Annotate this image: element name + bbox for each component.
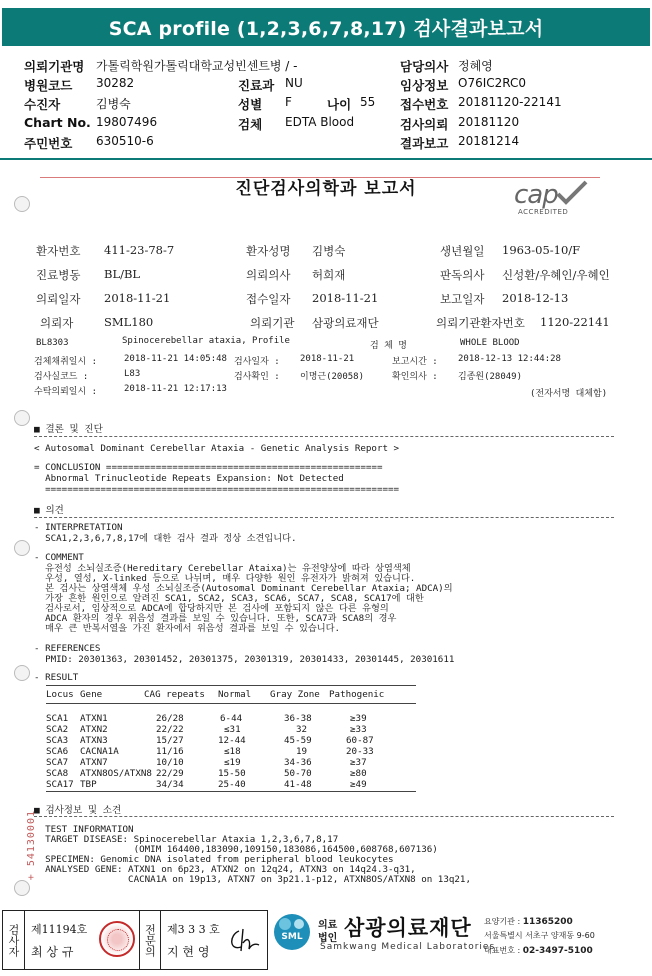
- chart-label: Chart No.: [24, 115, 91, 130]
- info-label: 판독의사: [440, 268, 485, 282]
- table-bottom-rule: [46, 791, 416, 792]
- cell-gene: ATXN1: [80, 713, 108, 724]
- conclusion-title: < Autosomal Dominant Cerebellar Ataxia - Genetic Analysis Report >: [34, 443, 400, 454]
- info-label: 생년월일: [440, 244, 485, 258]
- conclusion-end: ================================================================: [34, 484, 400, 495]
- collect-label: 검체채취일시 :: [34, 357, 98, 367]
- examiner-name: 최 상 규: [31, 945, 74, 959]
- specialist-label-text: 전문의: [143, 923, 157, 957]
- receipt-time-value: 2018-11-21 12:17:13: [124, 384, 227, 394]
- resident-value: 630510-6: [96, 134, 154, 148]
- scanned-report: [0, 160, 652, 904]
- test-info-line: SPECIMEN: Genomic DNA isolated from peripheral blood leukocytes: [34, 854, 394, 865]
- info-label: 접수일자: [246, 292, 291, 306]
- request-value: 20181120: [458, 115, 520, 129]
- report-time-label: 보고시간 :: [392, 357, 438, 367]
- info-label: 진료병동: [36, 268, 81, 282]
- report-label: 결과보고: [400, 136, 449, 151]
- logo-small-1: 의료: [318, 920, 338, 931]
- clinical-value: O76IC2RC0: [458, 76, 527, 90]
- exam-check-value: 이명근(20058): [300, 372, 365, 382]
- comment-line: 매우 큰 반복서열을 가진 환자에서 위음성 결과를 보일 수 있습니다.: [34, 623, 341, 634]
- contact-code-label: 요양기관 :: [484, 917, 521, 926]
- cell-normal: ≤31: [224, 724, 241, 735]
- info-value: 1120-22141: [540, 315, 610, 329]
- divider: [34, 436, 614, 437]
- references-text: PMID: 20301363, 20301452, 20301375, 20301319, 20301433, 20301445, 20301611: [34, 654, 455, 665]
- info-value: 2018-12-13: [502, 291, 569, 305]
- sml-logo-icon: [272, 912, 312, 952]
- cell-pathogenic: ≥33: [350, 724, 367, 735]
- specimen-label: 검 체 명: [370, 341, 407, 351]
- contact-address: 서울특별시 서초구 양재동 9-60: [484, 931, 595, 940]
- cap-logo-word: cap: [514, 180, 558, 210]
- test-name: Spinocerebellar ataxia, Profile: [122, 336, 290, 346]
- cell-gray: 41-48: [284, 779, 312, 790]
- cell-normal: ≤19: [224, 757, 241, 768]
- exam-date-value: 2018-11-21: [300, 354, 355, 364]
- binder-hole: [14, 410, 30, 426]
- confirm-value: 김종원(28049): [458, 372, 523, 382]
- sex-value: F: [285, 95, 292, 109]
- column-header: Pathogenic: [329, 689, 385, 700]
- sml-logo-text: SML: [281, 932, 303, 942]
- sex-label: 성별: [238, 97, 263, 112]
- divider: [34, 816, 614, 817]
- binder-hole: [14, 880, 30, 896]
- comment-line: ADCA 환자의 경우 위음성 결과를 보일 수 있습니다. 또한, SCA7과 SCA8의 경우: [34, 613, 397, 624]
- esign-note: (전자서명 대체함): [530, 389, 608, 399]
- cell-gray: 36-38: [284, 713, 312, 724]
- logo-name: 삼광의료재단: [344, 916, 472, 940]
- cell-gene: CACNA1A: [80, 746, 119, 757]
- footer: [0, 908, 652, 976]
- report-time-value: 2018-12-13 12:44:28: [458, 354, 561, 364]
- cell-pathogenic: ≥37: [350, 757, 367, 768]
- side-serial-number: + 54130001: [26, 810, 37, 881]
- table-top-rule: [46, 685, 416, 686]
- cell-cag: 22/29: [156, 768, 184, 779]
- cell-gray: 50-70: [284, 768, 312, 779]
- test-info-line: TEST INFORMATION: [34, 824, 134, 835]
- interpretation-label: - INTERPRETATION: [34, 522, 123, 533]
- cell-locus: SCA2: [46, 724, 69, 735]
- cell-gray: 45-59: [284, 735, 312, 746]
- contact-code: [484, 916, 573, 927]
- comment-line: 가장 흔한 원인으로 알려진 SCA1, SCA2, SCA3, SCA6, SCA7, SCA8, SCA17에 대한: [34, 593, 424, 604]
- contact-phone-value: 02-3497-5100: [522, 946, 593, 956]
- references-label: - REFERENCES: [34, 643, 101, 654]
- specimen-value: WHOLE BLOOD: [460, 338, 520, 348]
- binder-hole: [14, 540, 30, 556]
- binder-hole: [14, 665, 30, 681]
- info-label: 의뢰일자: [36, 292, 81, 306]
- cell-normal: 15-50: [218, 768, 246, 779]
- checkmark-icon: [556, 180, 588, 206]
- info-value: 삼광의료재단: [312, 316, 379, 330]
- cell-pathogenic: ≥39: [350, 713, 367, 724]
- physician-value: 정혜영: [458, 59, 493, 73]
- physician-label: 담당의사: [400, 59, 449, 74]
- receipt-value: 20181120-22141: [458, 95, 562, 109]
- comment-line: 우성, 열성, X-linked 등으로 나뉘며, 매우 다양한 원인 유전자가 밝혀져 있습니다.: [34, 573, 416, 584]
- binder-hole: [14, 196, 30, 212]
- cell-cag: 10/10: [156, 757, 184, 768]
- comment-label: - COMMENT: [34, 552, 84, 563]
- info-label: 의뢰기관환자번호: [436, 316, 525, 330]
- cell-normal: 6-44: [220, 713, 243, 724]
- cap-logo: [512, 180, 592, 218]
- request-label: 검사의뢰: [400, 117, 449, 132]
- cell-pathogenic: 60-87: [346, 735, 374, 746]
- room-value: L83: [124, 369, 141, 379]
- cell-pathogenic: ≥80: [350, 768, 367, 779]
- age-label: 나이: [327, 97, 352, 112]
- specimen-label: 검체: [238, 117, 263, 132]
- test-info-line: CACNA1A on 19p13, ATXN7 on 3p21.1-p12, ATXN8OS/ATXN8 on 13q21,: [34, 874, 471, 885]
- info-value: 허희재: [312, 268, 346, 282]
- info-value: 김병숙: [312, 244, 346, 258]
- info-label: 환자번호: [36, 244, 81, 258]
- opinion-heading: ■ 의견: [34, 505, 64, 516]
- receipt-label: 접수번호: [400, 97, 449, 112]
- chart-value: 19807496: [96, 115, 158, 129]
- info-value: 신성환/우혜인/우혜인: [502, 268, 610, 282]
- cap-accredited: ACCREDITED: [518, 208, 569, 216]
- cell-gene: ATXN2: [80, 724, 108, 735]
- logo-english: Samkwang Medical Laboratories: [320, 942, 496, 952]
- cell-gene: ATXN8OS/ATXN8: [80, 768, 152, 779]
- info-value: 1963-05-10/F: [502, 243, 581, 257]
- specialist-name: 지 현 영: [167, 945, 210, 959]
- cell-cag: 34/34: [156, 779, 184, 790]
- report-title: SCA profile (1,2,3,6,7,8,17) 검사결과보고서: [2, 8, 650, 46]
- cell-cag: 15/27: [156, 735, 184, 746]
- cell-locus: SCA8: [46, 768, 69, 779]
- test-info-heading: ■ 검사정보 및 소견: [34, 805, 122, 816]
- info-value: SML180: [104, 315, 154, 329]
- seal-stamp-icon: [99, 921, 135, 957]
- patient-label: 수진자: [24, 97, 61, 112]
- resident-label: 주민번호: [24, 136, 73, 151]
- contact-phone-label: 대표번호 :: [484, 946, 521, 955]
- info-label: 보고일자: [440, 292, 485, 306]
- report-value: 20181214: [458, 134, 520, 148]
- info-label: 의뢰자: [40, 316, 74, 330]
- signature-icon: [225, 925, 261, 957]
- dept-label: 진료과: [238, 78, 275, 93]
- interpretation-text: SCA1,2,3,6,7,8,17에 대한 검사 결과 정상 소견입니다.: [34, 533, 297, 544]
- info-label: 환자성명: [246, 244, 291, 258]
- cell-gene: TBP: [80, 779, 97, 790]
- cell-cag: 22/22: [156, 724, 184, 735]
- cell-normal: 25-40: [218, 779, 246, 790]
- contact-code-value: 11365200: [522, 917, 573, 927]
- exam-date-label: 검사일자 :: [234, 357, 280, 367]
- test-info-line: TARGET DISEASE: Spinocerebellar Ataxia 1,2,3,6,7,8,17: [34, 834, 339, 845]
- info-value: 2018-11-21: [104, 291, 171, 305]
- info-value: 2018-11-21: [312, 291, 379, 305]
- column-header: Gene: [80, 689, 103, 700]
- dept-value: NU: [285, 76, 303, 90]
- specimen-value: EDTA Blood: [285, 115, 355, 129]
- column-header: Gray Zone: [270, 689, 320, 700]
- exam-check-label: 검사확인 :: [234, 372, 280, 382]
- column-header: Normal: [218, 689, 252, 700]
- cell-normal: 12-44: [218, 735, 246, 746]
- comment-line: 검사로서, 임상적으로 ADCA에 합당하지만 본 검사에 포함되지 않은 다른 유형의: [34, 603, 389, 614]
- cell-locus: SCA6: [46, 746, 69, 757]
- cell-locus: SCA17: [46, 779, 74, 790]
- conclusion-heading: ■ 결론 및 진단: [34, 424, 103, 435]
- institution-label: 의뢰기관명: [24, 59, 85, 74]
- hospital-code-label: 병원코드: [24, 78, 73, 93]
- table-header-rule: [46, 703, 416, 704]
- cell-gray: 19: [296, 746, 308, 757]
- test-info-line: ANALYSED GENE: ATXN1 on 6p23, ATXN2 on 12q24, ATXN3 on 14q24.3-q31,: [34, 864, 416, 875]
- cell-gray: 32: [296, 724, 308, 735]
- receipt-time-label: 수탁의뢰일시 :: [34, 387, 98, 397]
- cell-gene: ATXN7: [80, 757, 108, 768]
- logo-small-2: 법인: [318, 933, 338, 944]
- cell-cag: 26/28: [156, 713, 184, 724]
- result-label: - RESULT: [34, 672, 79, 683]
- cell-locus: SCA7: [46, 757, 69, 768]
- divider: [34, 517, 614, 518]
- patient-value: 김병숙: [96, 97, 131, 111]
- specialist-label: [139, 911, 161, 969]
- conclusion-text: Abnormal Trinucleotide Repeats Expansion: Not Detected: [34, 473, 344, 484]
- cell-normal: ≤18: [224, 746, 241, 757]
- comment-line: 본 검사는 상염색체 우성 소뇌실조증(Autosomal Dominant Cerebellar Ataxia; ADCA)의: [34, 583, 453, 594]
- contact-phone: [484, 945, 593, 956]
- examiner-license: 제11194호: [31, 923, 88, 936]
- test-info-line: (OMIM 164400,183090,109150,183086,164500,608768,607136): [34, 844, 438, 855]
- cell-gene: ATXN3: [80, 735, 108, 746]
- patient-header: [0, 46, 652, 158]
- specialist-license: 제3 3 3 호: [167, 923, 220, 936]
- cell-gray: 34-36: [284, 757, 312, 768]
- info-value: 411-23-78-7: [104, 243, 175, 257]
- info-label: 의뢰기관: [250, 316, 295, 330]
- cell-pathogenic: 20-33: [346, 746, 374, 757]
- info-value: BL/BL: [104, 267, 141, 281]
- column-header: CAG repeats: [144, 689, 205, 700]
- column-header: Locus: [46, 689, 74, 700]
- confirm-label: 확인의사 :: [392, 372, 438, 382]
- test-code: BL8303: [36, 338, 69, 348]
- document-title: 진단검사의학과 보고서: [235, 179, 417, 199]
- institution-value: 가톨릭학원가톨릭대학교성빈센트병 / -: [96, 59, 298, 73]
- cell-locus: SCA1: [46, 713, 69, 724]
- info-label: 의뢰의사: [246, 268, 291, 282]
- hospital-code-value: 30282: [96, 76, 135, 90]
- cell-pathogenic: ≥49: [350, 779, 367, 790]
- signature-box: [2, 910, 268, 970]
- age-value: 55: [360, 95, 376, 109]
- examiner-label: [3, 911, 25, 969]
- conclusion-label: = CONCLUSION ==================================================: [34, 462, 383, 473]
- comment-line: 유전성 소뇌실조증(Hereditary Cerebellar Ataixa)는 유전양상에 따라 상염색체: [34, 563, 411, 574]
- room-label: 검사실코드 :: [34, 372, 89, 382]
- cell-cag: 11/16: [156, 746, 184, 757]
- cell-locus: SCA3: [46, 735, 69, 746]
- clinical-label: 임상정보: [400, 78, 449, 93]
- examiner-label-text: 검사자: [7, 923, 20, 957]
- collect-value: 2018-11-21 14:05:48: [124, 354, 227, 364]
